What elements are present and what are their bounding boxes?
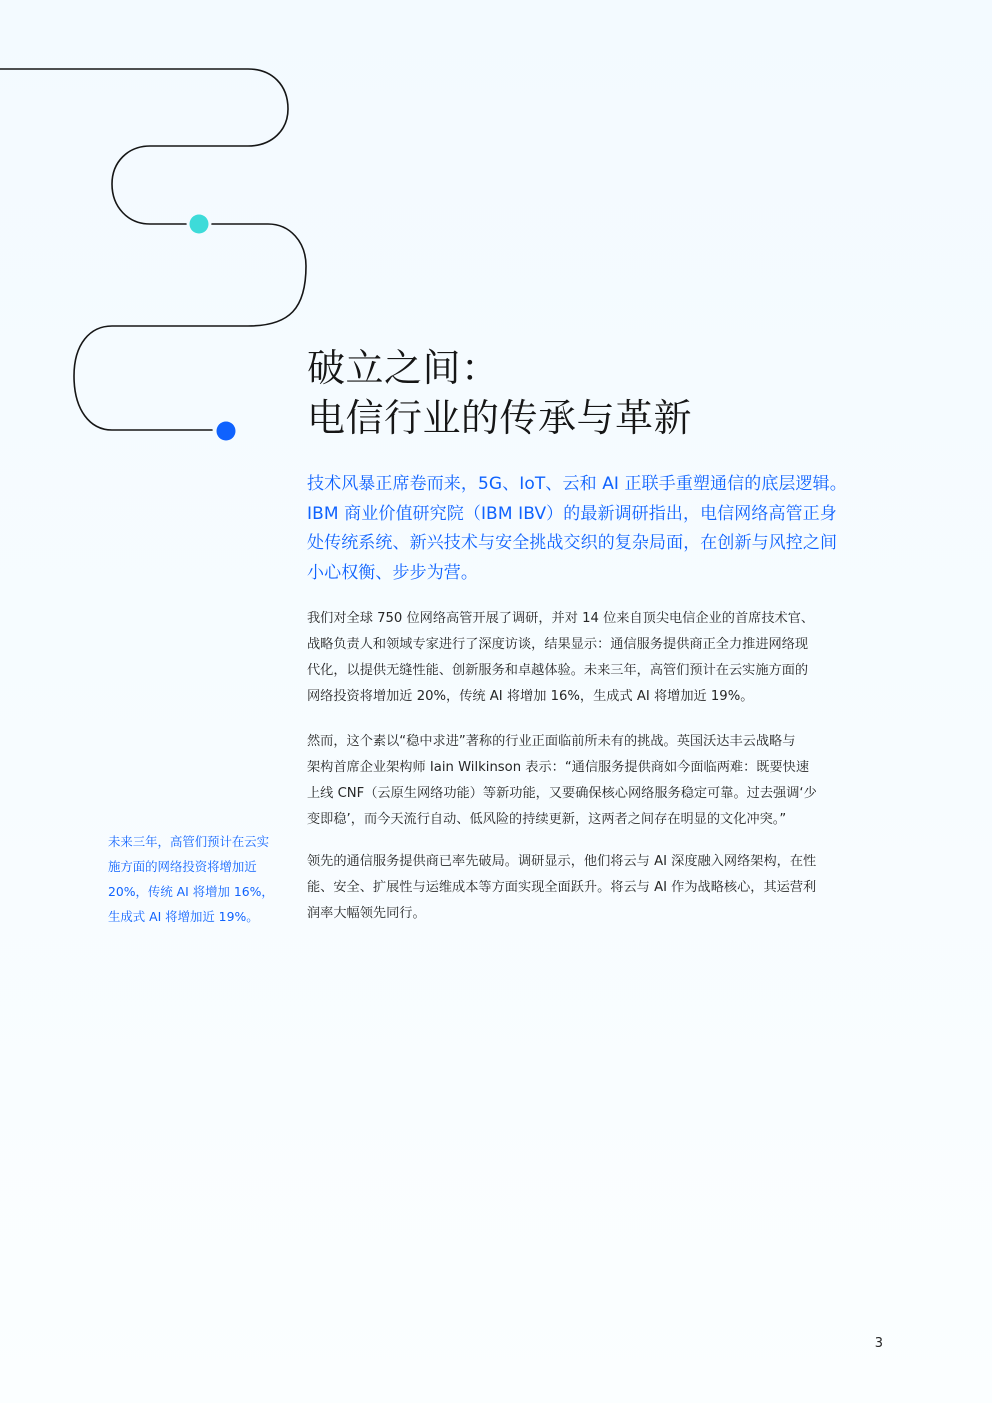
lead-line: IBM 商业价值研究院（IBM IBV）的最新调研指出，电信网络高管正身 [307,503,837,524]
body-paragraph-challenge [307,729,892,833]
pullquote-line: 未来三年，高管们预计在云实 [108,834,270,849]
title-line: 电信行业的传承与革新 [307,396,693,440]
lead-line: 小心权衡、步步为营。 [307,562,478,583]
blue-node-dot [217,422,236,441]
body-line: 润率大幅领先同行。 [307,906,426,921]
pullquote-line: 施方面的网络投资将增加近 [108,859,257,874]
page-title [307,343,927,443]
body-line: 战略负责人和领域专家进行了深度访谈，结果显示：通信服务提供商正全力推进网络现 [307,637,809,652]
body-line: 然而，这个素以“稳中求进”著称的行业正面临前所未有的挑战。英国沃达丰云战略与 [307,734,796,749]
body-line: 变即稳’，而今天流行自动、低风险的持续更新，这两者之间存在明显的文化冲突。” [307,812,787,827]
lead-paragraph [307,470,892,588]
pullquote-line: 生成式 AI 将增加近 19%。 [108,909,259,924]
pullquote [108,829,288,929]
body-line: 我们对全球 750 位网络高管开展了调研，并对 14 位来自顶尖电信企业的首席技术官、 [307,611,815,626]
body-line: 上线 CNF（云原生网络功能）等新功能，又要确保核心网络服务稳定可靠。过去强调‘少 [307,786,817,801]
body-line: 架构首席企业架构师 Iain Wilkinson 表示：“通信服务提供商如今面临两难：既要快速 [307,760,810,775]
winding-line [0,69,306,430]
pullquote-line: 20%，传统 AI 将增加 16%， [108,884,274,899]
page-number: 3 [874,1336,883,1351]
body-line: 领先的通信服务提供商已率先破局。调研显示，他们将云与 AI 深度融入网络架构，在性 [307,854,817,869]
lead-line: 处传统系统、新兴技术与安全挑战交织的复杂局面，在创新与风控之间 [307,533,838,553]
title-line: 破立之间： [307,346,500,390]
body-line: 网络投资将增加近 20%，传统 AI 将增加 16%，生成式 AI 将增加近 19%。 [307,689,754,704]
body-line: 代化，以提供无缝性能、创新服务和卓越体验。未来三年，高管们预计在云实施方面的 [307,663,809,678]
body-paragraph-survey [307,606,892,710]
body-line: 能、安全、扩展性与运维成本等方面实现全面跃升。将云与 AI 作为战略核心，其运营利 [307,880,817,895]
teal-node-dot [190,215,209,234]
body-paragraph-leaders [307,849,892,927]
lead-line: 技术风暴正席卷而来，5G、IoT、云和 AI 正联手重塑通信的底层逻辑。 [307,474,847,494]
